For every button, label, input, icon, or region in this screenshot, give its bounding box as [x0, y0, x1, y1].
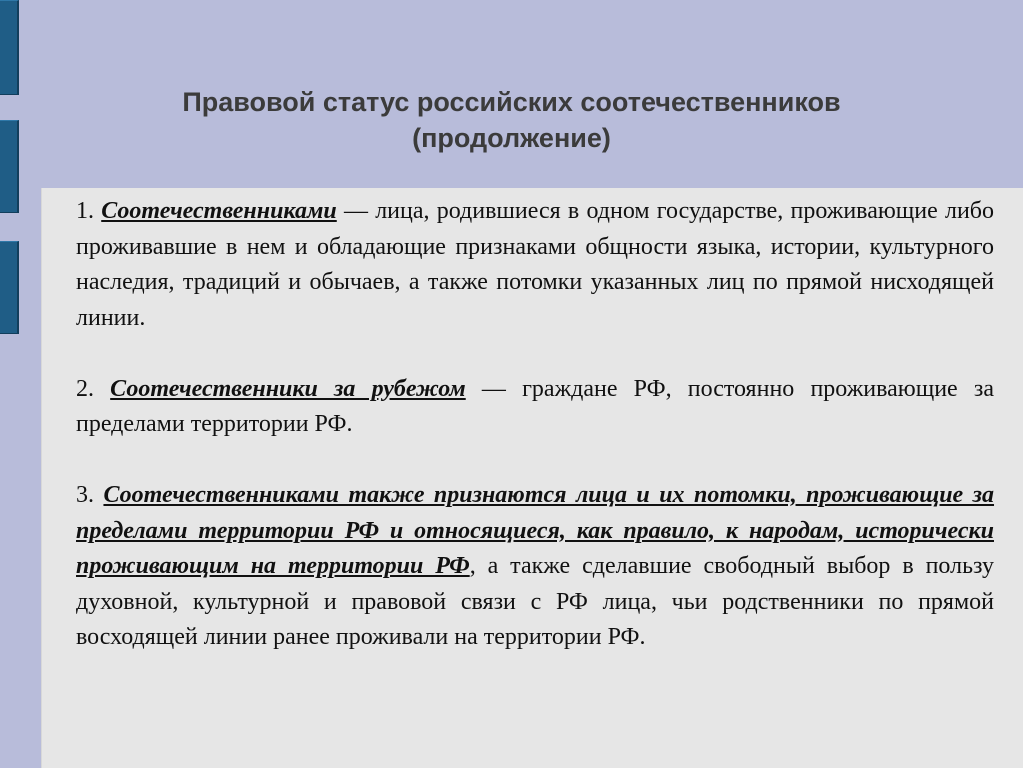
content-panel: [41, 188, 1023, 768]
slide-title-line-2: (продолжение): [412, 123, 611, 153]
definitions-list: [76, 194, 994, 691]
definition-item-3: [76, 478, 994, 656]
definition-item-1: [76, 194, 994, 336]
item-number: 2.: [76, 375, 94, 402]
defined-term: Соотечественниками также признаются лица и их потомки, проживающие за пределами территории РФ и относящиеся, как правило, к народам, исторически проживающим на территории РФ: [76, 482, 995, 579]
definition-text: — лица, родившиеся в одном государстве, проживающие либо проживавшие в нем и обладающие признаками общности языка, истории, культурного наследия, традиций и обычаев, а также потомки указанных лиц по прямой нисходящей линии.: [76, 198, 994, 331]
slide-title: [20, 84, 1003, 156]
slide-title-line-1: Правовой статус российских соотечественников: [182, 87, 841, 117]
definition-item-2: [76, 372, 994, 443]
definition-text: , а также сделавшие свободный выбор в пользу духовной, культурной и правовой связи с РФ лица, чьи родственники по прямой восходящей линии ранее проживали на территории РФ.: [76, 553, 995, 650]
side-decoration-bar: [0, 241, 19, 334]
side-decoration-bar: [0, 120, 19, 213]
definition-text: — граждане РФ, постоянно проживающие за пределами территории РФ.: [76, 375, 995, 437]
side-decoration-bar: [0, 0, 19, 95]
item-number: 1.: [76, 198, 94, 224]
defined-term: Соотечественниками: [101, 198, 337, 224]
defined-term: Соотечественники за рубежом: [110, 375, 466, 402]
item-number: 3.: [76, 482, 94, 508]
